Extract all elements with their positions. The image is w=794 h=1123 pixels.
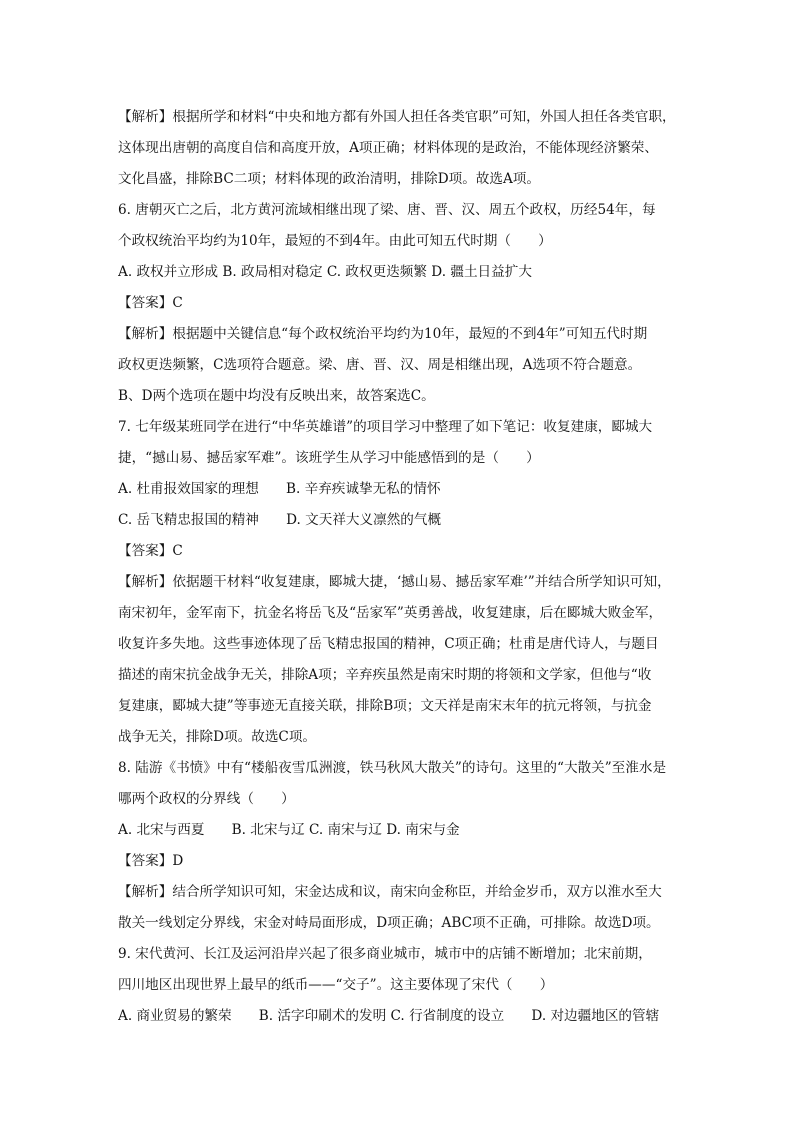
question-8-analysis-line-2: 散关一线划定分界线，宋金对峙局面形成，D项正确；ABC项不正确，可排除。故选D项。	[118, 915, 660, 931]
text-line-3: 文化昌盛，排除BC二项；材料体现的政治清明，排除D项。故选A项。	[118, 171, 540, 187]
question-8-options: A. 北宋与西夏 B. 北宋与辽 C. 南宋与辽 D. 南宋与金	[118, 822, 460, 838]
question-7-options-cd: C. 岳飞精忠报国的精神 D. 文天祥大义凛然的气概	[118, 512, 442, 528]
question-7-analysis-line-1: 【解析】依据题干材料“收复建康，郾城大捷，‘撼山易、撼岳家军难’”并结合所学知识可知，	[118, 574, 671, 590]
question-7-analysis-line-4: 描述的南宋抗金战争无关，排除A项；辛弃疾虽然是南宋时期的将领和文学家，但他与“收	[118, 667, 652, 683]
question-6-options: A. 政权并立形成 B. 政局相对稳定 C. 政权更迭频繁 D. 疆土日益扩大	[118, 264, 532, 280]
text-line-2: 这体现出唐朝的高度自信和高度开放，A项正确；材料体现的是政治，不能体现经济繁荣、	[118, 140, 658, 156]
question-7-options-ab: A. 杜甫报效国家的理想 B. 辛弃疾诚挚无私的情怀	[118, 481, 441, 497]
question-6-analysis-line-3: B、D两个选项在题中均没有反映出来，故答案选C。	[118, 388, 435, 404]
text-line-1: 【解析】根据所学和材料“中央和地方都有外国人担任各类官职”可知，外国人担任各类官职，	[118, 109, 676, 125]
question-7-stem-line-1: 7. 七年级某班同学在进行“中华英雄谱”的项目学习中整理了如下笔记：收复建康，郾城大	[118, 419, 653, 435]
question-8-stem-line-1: 8. 陆游《书愤》中有“楼船夜雪瓜洲渡，铁马秋风大散关”的诗句。这里的“大散关”至淮水是	[118, 760, 667, 776]
question-6-analysis-line-2: 政权更迭频繁，C选项符合题意。梁、唐、晋、汉、周是相继出现，A选项不符合题意。	[118, 357, 642, 373]
question-7-analysis-line-6: 战争无关，排除D项。故选C项。	[118, 729, 317, 745]
question-6-answer: 【答案】C	[118, 295, 183, 311]
question-7-analysis-line-2: 南宋初年，金军南下，抗金名将岳飞及“岳家军”英勇善战，收复建康，后在郾城大败金军，	[118, 605, 663, 621]
question-9-options: A. 商业贸易的繁荣 B. 活字印刷术的发明 C. 行省制度的设立 D. 对边疆地区的管辖	[118, 1008, 660, 1024]
question-9-stem-line-1: 9. 宋代黄河、长江及运河沿岸兴起了很多商业城市，城市中的店铺不断增加；北宋前期，	[118, 946, 652, 962]
question-7-analysis-line-3: 收复许多失地。这些事迹体现了岳飞精忠报国的精神，C项正确；杜甫是唐代诗人，与题目	[118, 636, 659, 652]
question-7-analysis-line-5: 复建康，郾城大捷”等事迹无直接关联，排除B项；文天祥是南宋末年的抗元将领，与抗金	[118, 698, 652, 714]
question-8-stem-line-2: 哪两个政权的分界线（ ）	[118, 791, 295, 807]
question-6-stem-line-2: 个政权统治平均约为10年，最短的不到4年。由此可知五代时期（ ）	[118, 233, 552, 249]
question-6-stem-line-1: 6. 唐朝灭亡之后，北方黄河流域相继出现了梁、唐、晋、汉、周五个政权，历经54年，每	[118, 202, 656, 218]
question-7-stem-line-2: 捷，“撼山易、撼岳家军难”。该班学生从学习中能感悟到的是（ ）	[118, 450, 540, 466]
question-6-analysis-line-1: 【解析】根据题中关键信息“每个政权统治平均约为10年，最短的不到4年”可知五代时期	[118, 326, 648, 342]
question-8-analysis-line-1: 【解析】结合所学知识可知，宋金达成和议，南宋向金称臣，并给金岁币，双方以淮水至大	[118, 884, 662, 900]
question-7-answer: 【答案】C	[118, 543, 183, 559]
question-8-answer: 【答案】D	[118, 853, 184, 869]
question-9-stem-line-2: 四川地区出现世界上最早的纸币——“交子”。这主要体现了宋代（ ）	[118, 977, 554, 993]
document-body	[118, 102, 690, 1032]
